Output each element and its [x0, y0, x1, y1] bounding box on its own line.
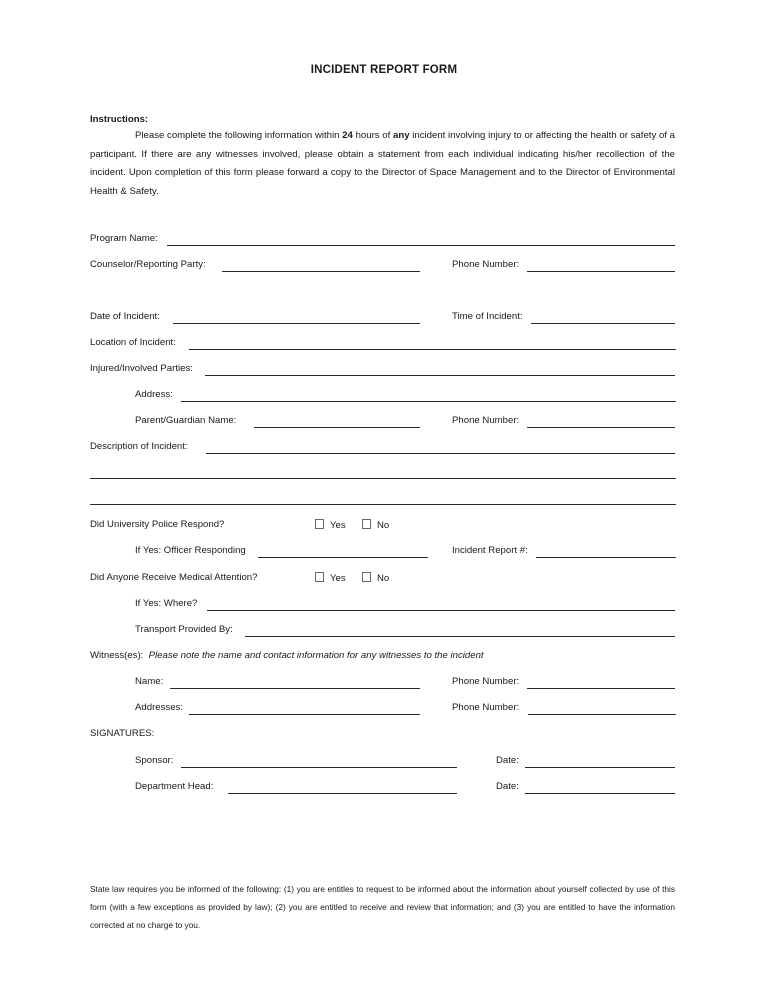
page-title: INCIDENT REPORT FORM [310, 64, 458, 76]
department-head-label: Department Head: [135, 781, 214, 792]
program-name-field[interactable] [167, 245, 675, 246]
transport-field[interactable] [245, 636, 675, 637]
medical-question: Did Anyone Receive Medical Attention? [90, 572, 258, 583]
transport-label: Transport Provided By: [135, 624, 233, 635]
instructions-text: Please complete the following information within 24 hours of any incident involving injury to or affecting the health or safety of a participant. If there are any witnesses involved, please obtain a statement from each individual indicating his/her recollection of the incident. Upon completion of this form please forward a copy to the Director of Space Management and to the Director of Environmental Health & Safety. [90, 130, 675, 197]
counselor-label: Counselor/Reporting Party: [90, 259, 206, 270]
sponsor-date-label: Date: [496, 755, 519, 766]
where-label: If Yes: Where? [135, 598, 198, 609]
police-no-checkbox[interactable] [362, 519, 371, 529]
witness-phone-label-2: Phone Number: [452, 702, 520, 713]
police-yes-checkbox[interactable] [315, 519, 324, 529]
description-line-3[interactable] [90, 504, 676, 505]
signatures-heading: SIGNATURES: [90, 728, 155, 739]
department-head-date-label: Date: [496, 781, 519, 792]
officer-responding-label: If Yes: Officer Responding [135, 545, 246, 556]
parent-guardian-field[interactable] [254, 427, 420, 428]
injured-parties-label: Injured/Involved Parties: [90, 363, 193, 374]
officer-responding-field[interactable] [258, 557, 428, 558]
witness-addresses-label: Addresses: [135, 702, 183, 713]
medical-yes-checkbox[interactable] [315, 572, 324, 582]
legal-notice: State law requires you be informed of the following: (1) you are entitles to request to be informed about the information about yourself collected by use of this form (with a few exceptions as provided by law); (2) you are entitled to receive and review that information; and (3) you are entitled to have the information corrected at no charge to you. [90, 884, 675, 930]
sponsor-signature-field[interactable] [181, 767, 457, 768]
incident-report-number-label: Incident Report #: [452, 545, 528, 556]
phone-number-field-2[interactable] [527, 427, 675, 428]
description-label: Description of Incident: [90, 441, 188, 452]
witness-phone-field-2[interactable] [528, 714, 676, 715]
where-field[interactable] [207, 610, 675, 611]
witness-phone-field[interactable] [527, 688, 675, 689]
phone-number-label: Phone Number: [452, 259, 520, 270]
date-of-incident-field[interactable] [173, 323, 420, 324]
counselor-field[interactable] [222, 271, 420, 272]
incident-report-number-field[interactable] [536, 557, 676, 558]
medical-yes-option[interactable]: Yes [315, 572, 346, 584]
witness-name-field[interactable] [170, 688, 420, 689]
department-head-date-field[interactable] [525, 793, 675, 794]
medical-no-option[interactable]: No [362, 572, 389, 584]
instructions-heading: Instructions: [90, 114, 149, 125]
medical-no-checkbox[interactable] [362, 572, 371, 582]
address-label: Address: [135, 389, 173, 400]
date-of-incident-label: Date of Incident: [90, 311, 160, 322]
police-yes-option[interactable]: Yes [315, 519, 346, 531]
time-of-incident-label: Time of Incident: [452, 311, 523, 322]
phone-number-label-2: Phone Number: [452, 415, 520, 426]
description-line-2[interactable] [90, 478, 676, 479]
witness-phone-label: Phone Number: [452, 676, 520, 687]
parent-guardian-label: Parent/Guardian Name: [135, 415, 237, 426]
injured-parties-field[interactable] [205, 375, 675, 376]
time-of-incident-field[interactable] [531, 323, 675, 324]
description-field[interactable] [206, 453, 675, 454]
witness-addresses-field[interactable] [189, 714, 420, 715]
witness-heading: Witness(es): Please note the name and contact information for any witnesses to the incident [90, 650, 484, 661]
location-field[interactable] [189, 349, 676, 350]
location-label: Location of Incident: [90, 337, 176, 348]
department-head-signature-field[interactable] [228, 793, 457, 794]
witness-name-label: Name: [135, 676, 164, 687]
sponsor-date-field[interactable] [525, 767, 675, 768]
program-name-label: Program Name: [90, 233, 158, 244]
sponsor-label: Sponsor: [135, 755, 174, 766]
police-question: Did University Police Respond? [90, 519, 225, 530]
police-no-option[interactable]: No [362, 519, 389, 531]
phone-number-field[interactable] [527, 271, 675, 272]
address-field[interactable] [181, 401, 676, 402]
